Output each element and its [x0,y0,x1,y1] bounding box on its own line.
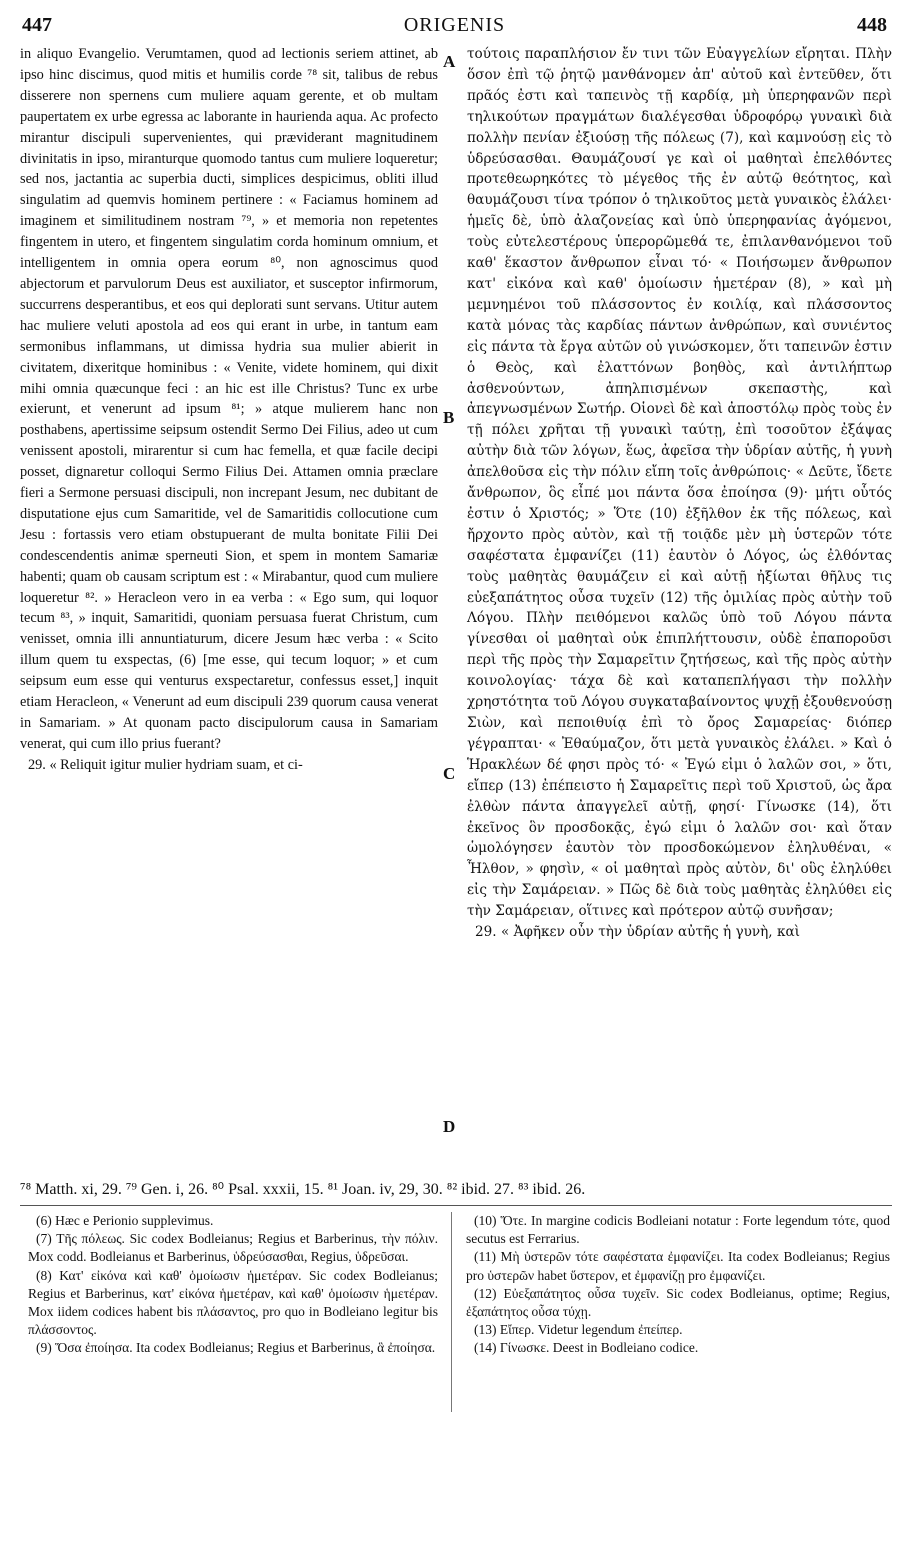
latin-verse-29: 29. « Reliquit igitur mulier hydriam suam, et ci- [28,756,303,773]
greek-column [467,44,892,943]
footnote-rule [20,1205,892,1206]
page-number-left: 447 [22,14,52,36]
greek-text: τούτοις παραπλήσιον ἔν τινι τῶν Εὐαγγελίων εἴρηται. Πλὴν ὅσον ἐπὶ τῷ ῥητῷ μανθάνομεν ἀπ' αὐτοῦ καὶ ἐντεῦθεν, ὅτι πρᾶός ἐστι καὶ ταπεινὸς τῇ καρδίᾳ, μὴ ὑπερηφανῶν περὶ τηλικούτων πραγμάτων διαλέγεσθαι ὑδροφόρῳ γυναικὶ διὰ πολλὴν πενίαν ἐξιούσῃ τῆς πόλεως (7), καὶ καμνούσῃ εἰς τὸ ὑδρεύσασθαι. Θαυμάζουσί γε καὶ οἱ μαθηταὶ ἐπελθόντες προτεθεωρηκότες τὸ μέγεθος τῆς ἐν αὐτῷ θεότητος, καὶ θαυμάζουσι τίνα τρόπον ὁ τηλικοῦτος μετὰ γυναικὸς ἐλάλει· ἡμεῖς δὲ, ὑπὸ ἀλαζονείας καὶ ὑπὸ ὑπερηφανίας ἀγόμενοι, τοὺς εὐτελεστέρους ὑπερορῶμεθά τε, ἐπιλανθανόμενοι τοῦ καθ' ἕκαστον ἄνθρωπον εἶναι τό· « Ποιήσωμεν ἄνθρωπον κατ' εἰκόνα καὶ καθ' ὁμοίωσιν ἡμετέραν (8), » καὶ μὴ μεμνημένοι τοῦ πλάσσοντος ἐν κοιλίᾳ, καὶ πλάσσοντος κατὰ μόνας τὰς καρδίας πάντων ἀνθρώπων, καὶ συνιέντος εἰς πάντα τὰ ἔργα αὐτῶν οὐ γινώσκομεν, ὅτι ταπεινῶν ἐστιν ὁ Θεὸς, καὶ ἐλαττόνων βοηθὸς, καὶ ἀντιλήπτωρ ἀσθενούντων, ἀπηλπισμένων σκεπαστὴς, καὶ ἀπεγνωσμένων Σωτήρ. Οἱονεὶ δὲ καὶ ἀποστόλῳ πρὸς τοὺς ἐν τῇ πόλει χρῆται τῇ γυναικὶ ταύτῃ, ἐπὶ τοσοῦτον ἐξάψας αὐτὴν διὰ τῶν λόγων, ἕως, ἀφεῖσα τὴν ὑδρίαν αὐτῆς, ἡ γυνὴ ἀπελθοῦσα εἰς τὴν πόλιν εἴπη τοῖς ἀνθρώποις· « Δεῦτε, ἴδετε ἄνθρωπον, ὃς εἶπέ μοι πάντα ὅσα ἐποίησα (9)· μήτι οὗτός ἐστιν ὁ Χριστός; » Ὅτε (10) ἐξῆλθον ἐκ τῆς πόλεως, καὶ ἤρχοντο πρὸς αὐτὸν, καὶ τῇ τοιᾷδε μὲν μὴ ὑστερῶν τότε σαφέστατα ἐμφανίζει (11) ἑαυτὸν ὁ Λόγος, ὡς ἐλθόντας τοὺς μαθητὰς θαυμάζειν εἰ καὶ αὐτῇ ἠξίωται θῆλυς τις εὐεξαπάτητος οὖσα τυχεῖν (12) τῆς ὁμιλίας πρὸς αὐτὴν τοῦ Λόγου. Πλὴν πειθόμενοι καλῶς ὑπὸ τοῦ Λόγου πάντα γίνεσθαι οἱ μαθηταὶ οὐκ ἐπιπλήττουσιν, οὐδὲ ἐπαποροῦσι περὶ τῆς πρὸς τὴν Σαμαρεῖτιν ζητήσεως, καὶ τῆς πρὸς αὐτὴν κοινολογίας· τάχα δὲ καὶ καταπεπλήγασι τὴν πολλὴν χρηστότητα τοῦ Λόγου συγκαταβαίνοντος ψυχῇ ἐξουθενούσῃ Σιὼν, καὶ πεποιθυίᾳ ἐπὶ τὸ ὄρος Σαμαρείας· διόπερ γέγραπται· « Ἐθαύμαζον, ὅτι μετὰ γυναικὸς ἐλάλει. » Καὶ ὁ Ἡρακλέων δέ φησι πρὸς τό· « Ἐγώ εἰμι ὁ λαλῶν σοι, » ὅτι, εἴπερ (13) ἐπέπειστο ἡ Σαμαρεῖτις περὶ τοῦ Χριστοῦ, ὡς ἄρα ἐλθὼν πάντα ἀπαγγελεῖ αὐτῇ, φησί· Γίνωσκε (14), ὅτι ἐκεῖνος ὃν προσδοκᾷς, ἐγώ εἰμι ὁ λαλῶν σοι· καὶ ὅταν ὡμολόγησεν ἑαυτὸν τὸν προσδοκώμενον ἐληλυθέναι, « Ἦλθον, » φησὶν, « οἱ μαθηταὶ πρὸς αὐτὸν, δι' οὓς ἐληλύθει εἰς τὴν Σαμάρειαν. » Πῶς δὲ διὰ τοὺς μαθητὰς ἐληλύθει εἰς τὴν Σαμάρειαν, οἵτινες καὶ πρότερον αὐτῷ συνῆσαν; [467,46,892,920]
margin-letter-d: D [443,1117,456,1136]
footnotes-right [466,1212,890,1358]
margin-letter-a: A [443,52,456,71]
page-number-right: 448 [857,14,887,36]
scripture-references: ⁷⁸ Matth. xi, 29. ⁷⁹ Gen. i, 26. ⁸⁰ Psal. xxxii, 15. ⁸¹ Joan. iv, 29, 30. ⁸² ibid. 27. ⁸³ ibid. 26. [20,1181,586,1198]
footnote: (6) Hæc e Perionio supplevimus. [36,1213,214,1228]
footnote: (13) Εἴπερ. Videtur legendum ἐπείπερ. [474,1322,683,1338]
footnote: (12) Εὐεξαπάτητος οὖσα τυχεῖν. Sic codex Bodleianus, optime; Regius, ἐξαπάτητος οὖσα τύχῃ. [466,1285,890,1320]
margin-letter-b: B [443,408,455,427]
margin-letter-c: C [443,764,456,783]
footnote: (7) Τῆς πόλεως. Sic codex Bodleianus; Regius et Barberinus, τὴν πόλιν. Mox codd. Bodleianus et Barberinus, ὑδρεύσασθαι, Regius, ὑδρεῦσαι. [28,1231,438,1265]
latin-column [20,44,438,776]
page-header [0,14,909,42]
footnote: (10) Ὅτε. In margine codicis Bodleiani notatur : Forte legendum τότε, quod secutus est Ferrarius. [466,1213,890,1247]
footnote: (14) Γίνωσκε. Deest in Bodleiano codice. [474,1340,699,1356]
footnote: (8) Κατ' εἰκόνα καὶ καθ' ὁμοίωσιν ἡμετέραν. Sic codex Bodleianus; Regius et Barberinus, κατ' εἰκόνα ἡμετέραν, καὶ καθ' ὁμοίωσιν ἡμετέραν. Mox iidem codices habent bis πλάσαντος, pro quo in Bodleiano legitur bis πλάσσοντος. [28,1267,438,1338]
footnote: (11) Μὴ ὑστερῶν τότε σαφέστατα ἐμφανίζει. Ita codex Bodleianus; Regius pro ὑστερῶν habet ὕστερον, et ἐμφανίζῃ pro ἐμφανίζει. [466,1249,890,1283]
greek-verse-29: 29. « Ἀφῆκεν οὖν τὴν ὑδρίαν αὐτῆς ἡ γυνὴ, καὶ [475,924,800,941]
running-title: ORIGENIS [403,14,506,36]
footnote-column-divider [451,1212,452,1412]
latin-text: in aliquo Evangelio. Verumtamen, quod ad lectionis seriem attinet, ab ipso hinc discimus, quod mitis et humilis corde ⁷⁸ sit, talibus de rebus disserere non spernens cum muliere aquam gerente, et ob multam paupertatem ex urbe egressa ac laborante in haurienda aqua. Ac profecto mirantur discipuli supervenientes, qui præviderant magnitudinem divinitatis in ipso, miranturque quomodo tantus cum muliere loqueretur; sed nos, jactantia ac superbia ducti, simplices despicimus, obliti illud singulatim ad quemvis hominem pertinere : « Faciamus hominem ad imaginem et similitudinem nostram ⁷⁹, » et memoria non repetentes fingentem in utero, et fingentem singulatim corda hominum omnium, et intelligentem in omnia opera eorum ⁸⁰, non agnoscimus quod abjectorum et parvulorum Deus est auxiliator, et susceptor infirmorum, succurrens desperantibus, et eos qui deplorati sunt servans. Utitur autem hac muliere veluti apostola ad eos qui erant in urbe, in tantum eam sermonibus inflammans, ut dimissa hydria sua mulier abierit in civitatem, dixeritque hominibus : « Venite, videte hominem, qui dixit mihi omnia quæcunque feci : an hic est ille Christus? Tunc ex urbe exierunt, et venerunt ad ipsum ⁸¹; » atque mulierem hanc non posthabens, apertissime seipsum ostendit Sermo Dei Filius, adeo ut cum venissent apostoli, mirarentur si cum hac femella, et quæ facile decipi posset, dignaretur colloqui Sermo Filius Dei. Attamen omnia præclare fieri a Sermone persuasi discipuli, non increpant Jesum, nec dubitant de disputatione ejus cum Samaritide, vel de Samaritidis collocutione cum Jesu : fortassis vero etiam obstupuerant de multa bonitate Filii Dei condescendentis animæ sperneuti Sion, et spem in montem Samariæ habenti; quam ob causam scriptum est : « Mirabantur, quod cum muliere loqueretur ⁸². » Heracleon vero in ea verba : « Ego sum, qui loquor tecum ⁸³, » inquit, Samaritidi, quoniam persuasa fuerat Christum, cum venisset, omnia illi annuntiaturum, dicere Jesum hæc verba : « Scito illum quem tu exspectas, (6) [me esse, qui tecum loquor; » et cum seipsum eum esse qui venturus exspectaretur, confessus esset,] inquit etiam Heracleon, « Venerunt ad eum discipuli 239 quorum causa venerat in Samariam. » At quonam pacto discipulorum causa in Samariam venerat, qui cum illo prius fuerant? [20,46,438,752]
footnotes-left [28,1212,438,1358]
footnote: (9) Ὅσα ἐποίησα. Ita codex Bodleianus; Regius et Barberinus, ἃ ἐποίησα. [36,1340,436,1356]
